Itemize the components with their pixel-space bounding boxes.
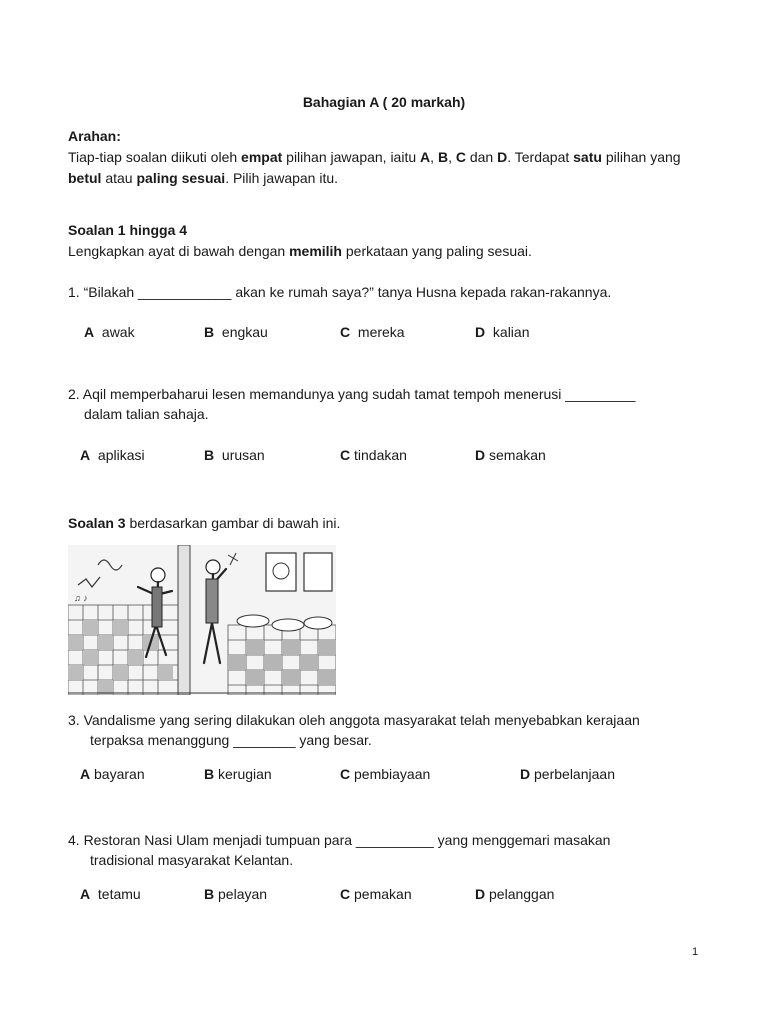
instruction-heading: Arahan:	[68, 128, 121, 144]
instr-t8: atau	[101, 170, 137, 186]
instr-b2: A	[420, 149, 431, 165]
page-number: 1	[692, 946, 699, 958]
q1-option-a[interactable]: A awak	[84, 324, 135, 340]
section-1-heading: Soalan 1 hingga 4	[68, 222, 188, 238]
instr-t3: ,	[430, 149, 438, 165]
instr-b1: empat	[241, 149, 283, 165]
q4-option-c[interactable]: C pemakan	[340, 886, 412, 902]
question-1-text: 1. “Bilakah ____________ akan ke rumah saya?” tanya Husna kepada rakan-rakannya.	[68, 284, 612, 300]
q3-option-c[interactable]: C pembiayaan	[340, 766, 431, 782]
question-4-line-2: tradisional masyarakat Kelantan.	[90, 852, 294, 868]
q3-option-a[interactable]: A bayaran	[80, 766, 145, 782]
q2-option-a[interactable]: A aplikasi	[80, 447, 145, 463]
question-4-line-1: 4. Restoran Nasi Ulam menjadi tumpuan para __________ yang menggemari masakan	[68, 832, 611, 848]
instr-t5: dan	[465, 149, 498, 165]
q3-option-d[interactable]: D perbelanjaan	[520, 766, 615, 782]
question-3-line-1: 3. Vandalisme yang sering dilakukan oleh anggota masyarakat telah menyebabkan kerajaan	[68, 712, 640, 728]
section-3-heading	[68, 515, 340, 531]
instr-b7: betul	[68, 170, 102, 186]
sec1-inst1: Lengkapkan ayat di bawah dengan	[68, 243, 290, 259]
section-title: Bahagian A ( 20 markah)	[302, 94, 466, 110]
question-2-line-2: dalam talian sahaja.	[84, 406, 209, 422]
instr-t9: . Pilih jawapan itu.	[225, 170, 339, 186]
instr-t4: ,	[448, 149, 456, 165]
question-3-line-2: terpaksa menanggung ________ yang besar.	[90, 732, 372, 748]
instr-b4: C	[455, 149, 466, 165]
instr-b6: satu	[573, 149, 602, 165]
q2-option-d[interactable]: D semakan	[475, 447, 546, 463]
section-1-instruction	[68, 243, 532, 259]
q1-option-b[interactable]: B engkau	[204, 324, 268, 340]
q2-option-b[interactable]: B urusan	[204, 447, 265, 463]
q4-option-b[interactable]: B pelayan	[204, 886, 268, 902]
sec3-bold: Soalan 3	[68, 515, 126, 531]
q3-option-b[interactable]: B kerugian	[204, 766, 272, 782]
sec1-inst-bold: memilih	[289, 243, 342, 259]
instr-t6: . Terdapat	[507, 149, 574, 165]
instr-t2: pilihan jawapan, iaitu	[282, 149, 421, 165]
sec1-inst2: perkataan yang paling sesuai.	[341, 243, 532, 259]
instruction-text	[68, 147, 700, 189]
instr-t7: pilihan yang	[601, 149, 681, 165]
sec3-rest: berdasarkan gambar di bawah ini.	[125, 515, 341, 531]
vandalism-illustration	[68, 545, 336, 695]
q2-option-c[interactable]: C tindakan	[340, 447, 407, 463]
q1-option-d[interactable]: D kalian	[475, 324, 530, 340]
instr-b8: paling sesuai	[136, 170, 226, 186]
question-2-line-1: 2. Aqil memperbaharui lesen memandunya yang sudah tamat tempoh menerusi _________	[68, 386, 636, 402]
instr-b5: D	[497, 149, 508, 165]
svg-text:♫ ♪: ♫ ♪	[74, 593, 88, 603]
q1-option-c[interactable]: C mereka	[340, 324, 405, 340]
q4-option-d[interactable]: D pelanggan	[475, 886, 555, 902]
q4-option-a[interactable]: A tetamu	[80, 886, 141, 902]
instr-b3: B	[437, 149, 449, 165]
instr-t1: Tiap-tiap soalan diikuti oleh	[68, 149, 242, 165]
